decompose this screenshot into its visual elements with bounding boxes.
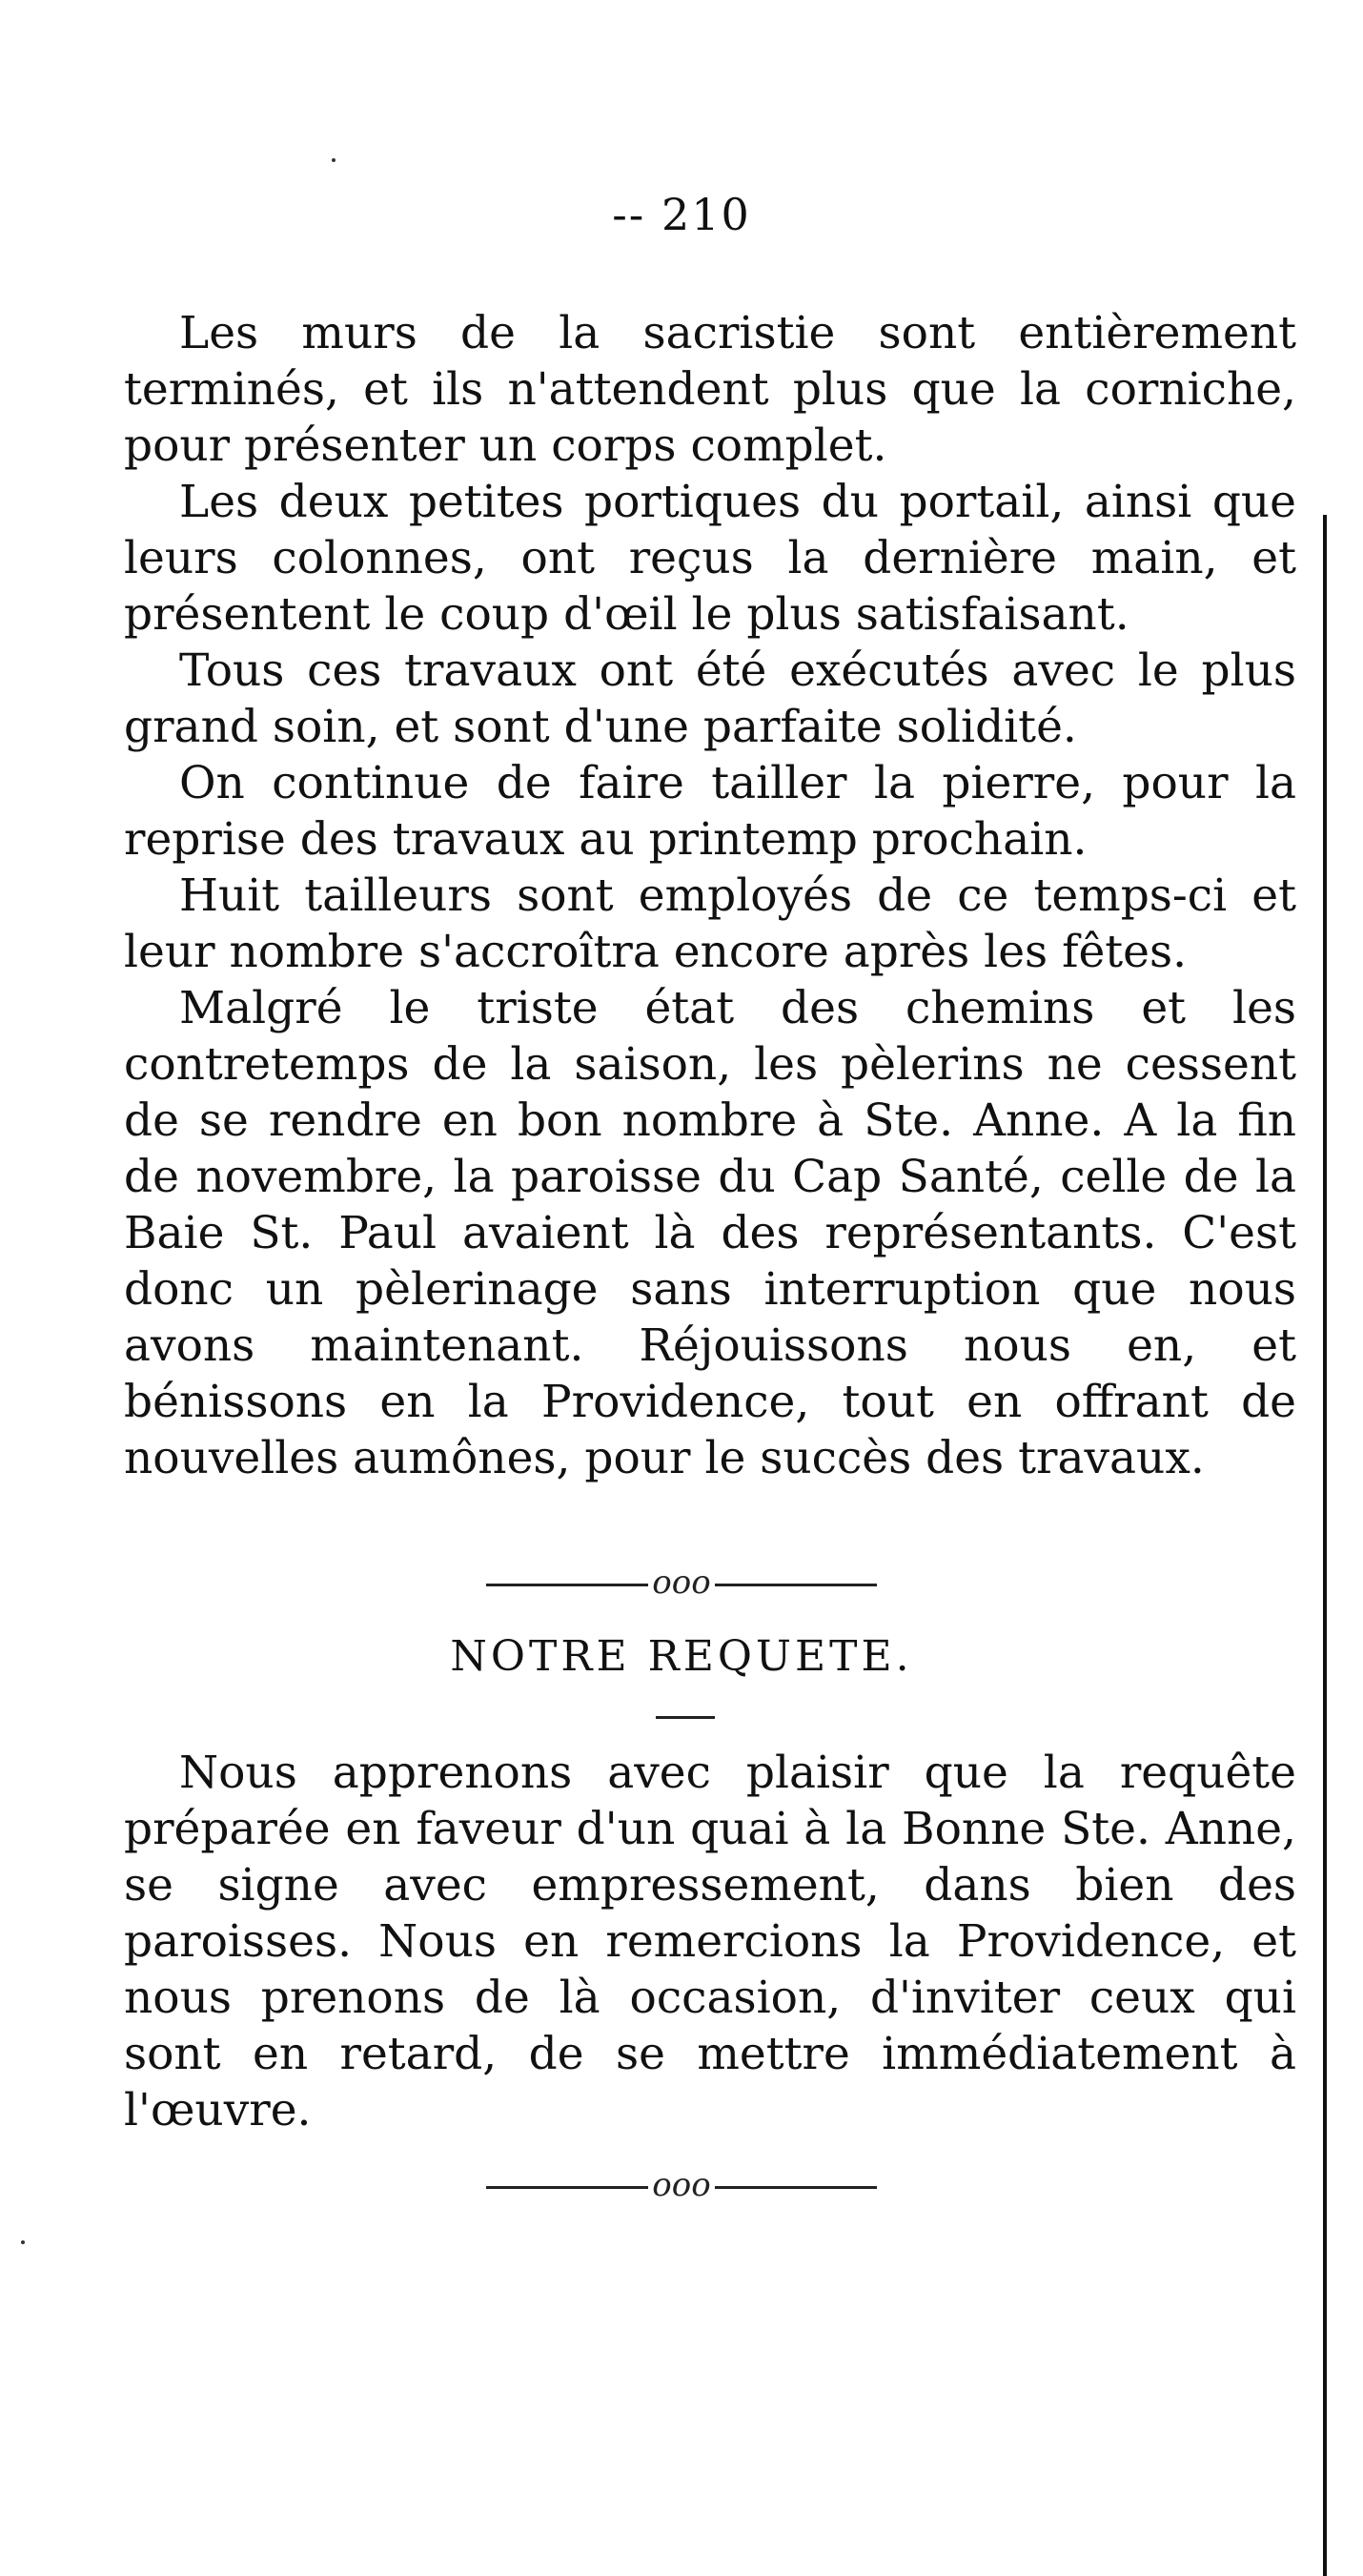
separator-rule-left: [486, 1584, 648, 1586]
paragraph-pilgrims: Malgré le triste état des chemins et les contretemps de la saison, les pèlerins ne cessent de se rendre en bon nombre à Ste. Anne. A la fin de novembre, la paroisse du Cap Santé, celle de la Baie St. Paul avaient là des représentants. C'est donc un pèlerinage sans interruption que nous avons maintenant. Réjouissons nous en, et bénissons en la Providence, tout en offrant de nouvelles aumônes, pour le succès des travaux.: [124, 982, 1296, 1484]
separator-rule-right: [715, 2186, 877, 2189]
section-heading: NOTRE REQUETE.: [450, 1632, 913, 1681]
separator-ornament: ooo: [652, 1564, 711, 1602]
page-number: -- 210: [612, 189, 751, 240]
scan-speck: [332, 158, 336, 162]
scan-speck: [21, 2240, 25, 2244]
separator-ornament: ooo: [652, 2166, 711, 2204]
section-body: [124, 1745, 1296, 2138]
paragraph-request: Nous apprenons avec plaisir que la requête préparée en faveur d'un quai à la Bonne Ste. Anne, se signe avec empressement, dans bien des paroisses. Nous en remercions la Providence, et nous prenons de là occasion, d'inviter ceux qui sont en retard, de se mettre immédiatement à l'œuvre.: [124, 1747, 1296, 2136]
paragraph-stonecutters: Huit tailleurs sont employés de ce temps-ci et leur nombre s'accroîtra encore après les fêtes.: [124, 869, 1296, 978]
heading-underline: [656, 1716, 715, 1719]
paragraph-portico: Les deux petites portiques du portail, ainsi que leurs colonnes, ont reçus la dernière main, et présentent le coup d'œil le plus satisfaisant.: [124, 476, 1296, 641]
paragraph-stone: On continue de faire tailler la pierre, pour la reprise des travaux au printemp prochain.: [124, 757, 1296, 866]
article-body: [124, 305, 1296, 1486]
section-separator: [0, 1564, 1363, 1602]
separator-rule-left: [486, 2186, 648, 2189]
page-edge-line: [1323, 515, 1327, 2576]
end-separator: [0, 2166, 1363, 2204]
paragraph-sacristy: Les murs de la sacristie sont entièrement terminés, et ils n'attendent plus que la corniche, pour présenter un corps complet.: [124, 307, 1296, 472]
paragraph-works: Tous ces travaux ont été exécutés avec le plus grand soin, et sont d'une parfaite solidité.: [124, 644, 1296, 753]
separator-rule-right: [715, 1584, 877, 1586]
